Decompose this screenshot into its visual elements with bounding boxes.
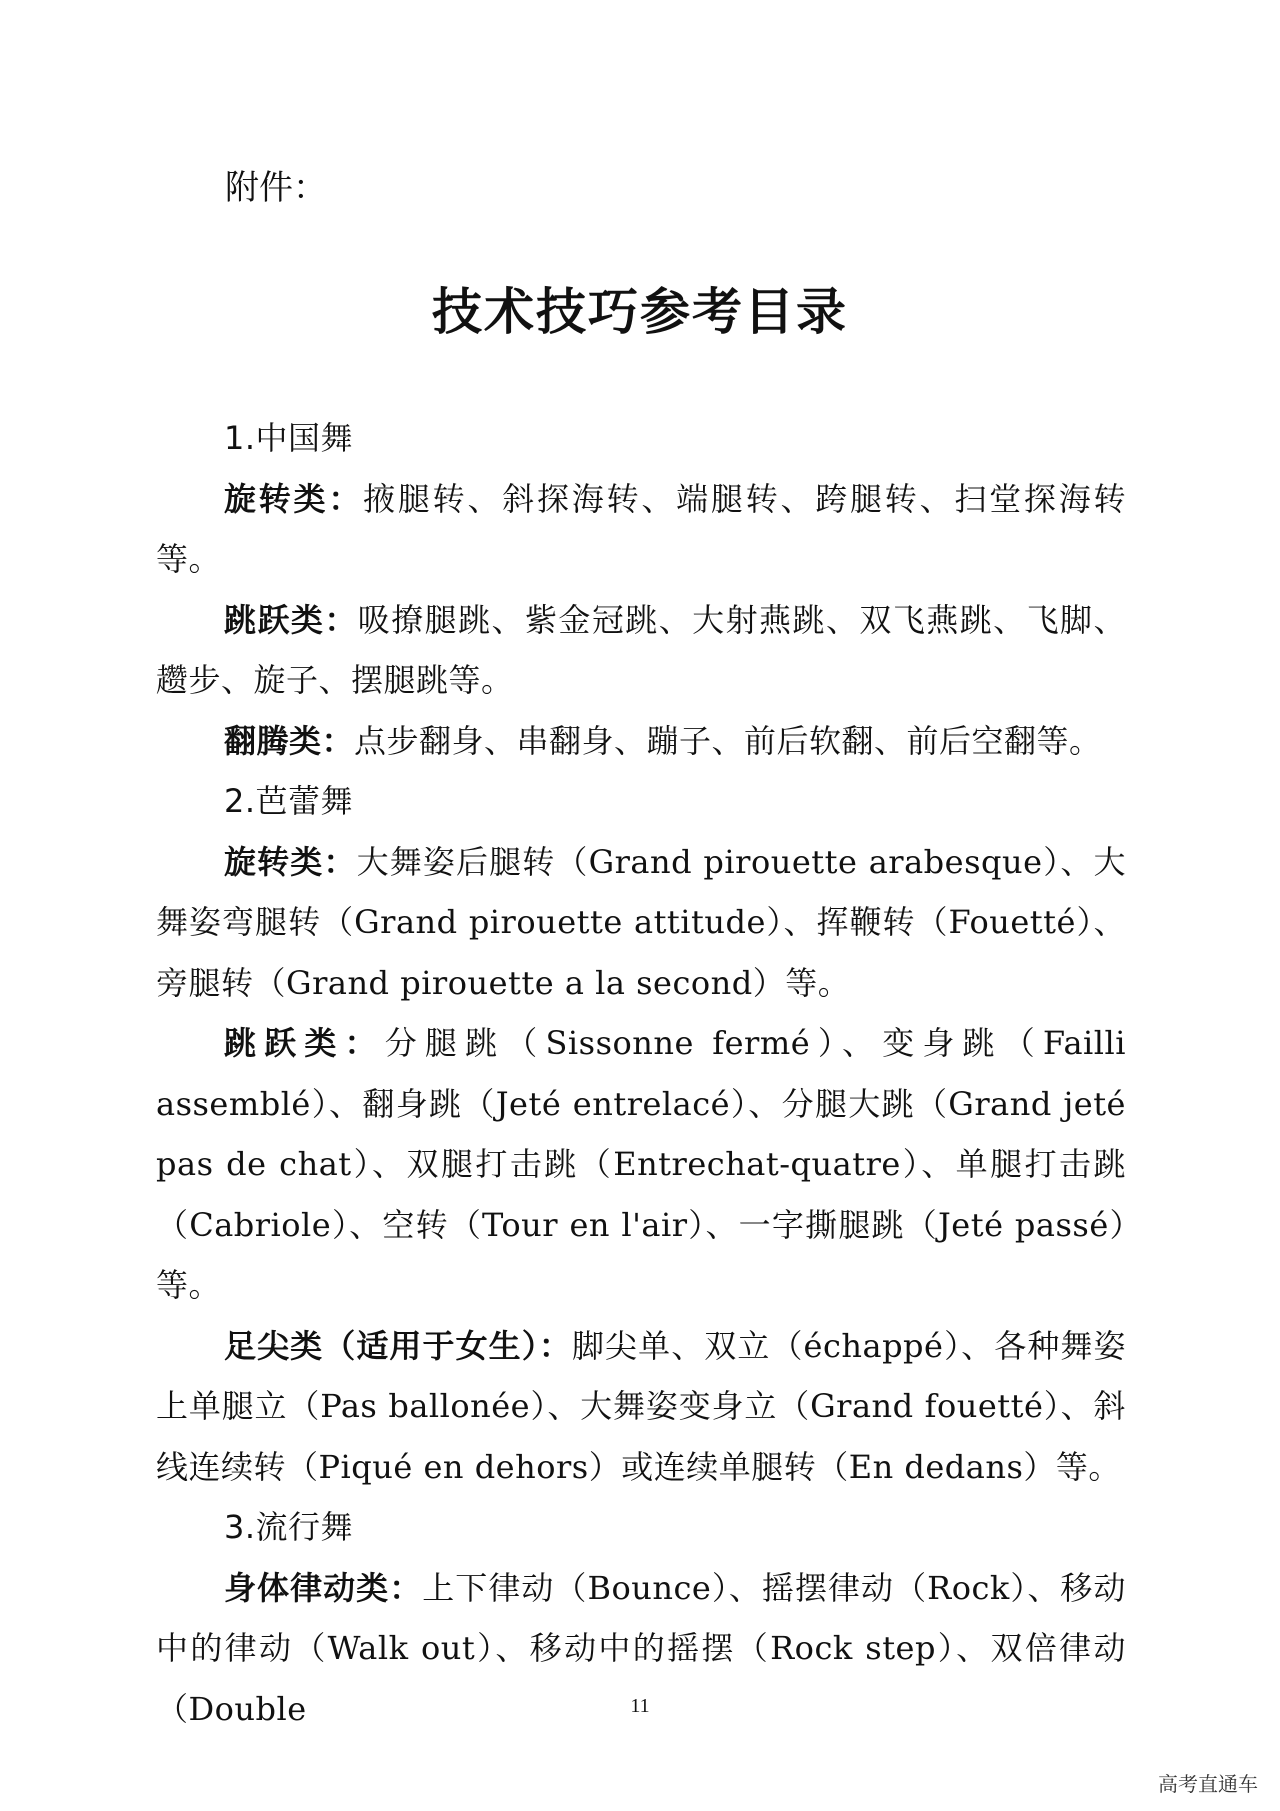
attachment-label: 附件： — [225, 168, 327, 208]
category-label: 跳跃类： — [224, 1024, 385, 1062]
category-label: 跳跃类： — [224, 600, 358, 639]
paragraph-chinese-tumbles — [156, 711, 1126, 772]
category-text: 脚尖单、双立（échappé）、各种舞姿上单腿立（Pas ballonée）、大舞姿变身立（Grand fouetté）、斜线连续转（Piqué en dehors）或连续单腿转（En dedans）等。 — [156, 1326, 1126, 1486]
category-label: 翻腾类： — [224, 721, 355, 760]
category-label: 旋转类： — [224, 479, 364, 518]
category-label: 足尖类（适用于女生）： — [224, 1326, 572, 1365]
category-label: 身体律动类： — [224, 1568, 423, 1607]
document-body — [156, 408, 1126, 1739]
category-text: 上下律动（Bounce）、摇摆律动（Rock）、移动中的律动（Walk out）、移动中的摇摆（Rock step）、双倍律动（Double — [156, 1568, 1126, 1728]
section-heading-chinese-dance: 1.中国舞 — [224, 419, 354, 457]
page-title: 技术技巧参考目录 — [432, 282, 848, 341]
section-heading-street-dance: 3.流行舞 — [224, 1508, 354, 1546]
section-heading-ballet: 2.芭蕾舞 — [224, 782, 354, 820]
category-label: 旋转类： — [224, 842, 357, 881]
category-text: 分腿跳（Sissonne fermé）、变身跳（Failli assemblé）、翻身跳（Jeté entrelacé）、分腿大跳（Grand jeté pas de chat）、双腿打击跳（Entrechat-quatre）、单腿打击跳（Cabriole）、空转（Tour en l'air）、一字撕腿跳（Jeté passé）等。 — [156, 1024, 1126, 1304]
page-number: 11 — [630, 1695, 650, 1717]
category-text: 大舞姿后腿转（Grand pirouette arabesque）、大舞姿弯腿转（Grand pirouette attitude）、挥鞭转（Fouetté）、旁腿转（Grand pirouette a la second）等。 — [156, 842, 1126, 1002]
paragraph-ballet-jumps — [156, 1013, 1126, 1316]
watermark-text: 高考直通车 — [1158, 1772, 1258, 1796]
category-text: 掖腿转、斜探海转、端腿转、跨腿转、扫堂探海转等。 — [156, 479, 1126, 578]
category-text: 吸撩腿跳、紫金冠跳、大射燕跳、双飞燕跳、飞脚、趱步、旋子、摆腿跳等。 — [156, 600, 1126, 699]
category-text: 点步翻身、串翻身、蹦子、前后软翻、前后空翻等。 — [354, 721, 1102, 760]
paragraph-chinese-jumps — [156, 590, 1126, 711]
paragraph-chinese-spins — [156, 469, 1126, 590]
paragraph-ballet-pointe — [156, 1316, 1126, 1498]
paragraph-ballet-spins — [156, 832, 1126, 1014]
